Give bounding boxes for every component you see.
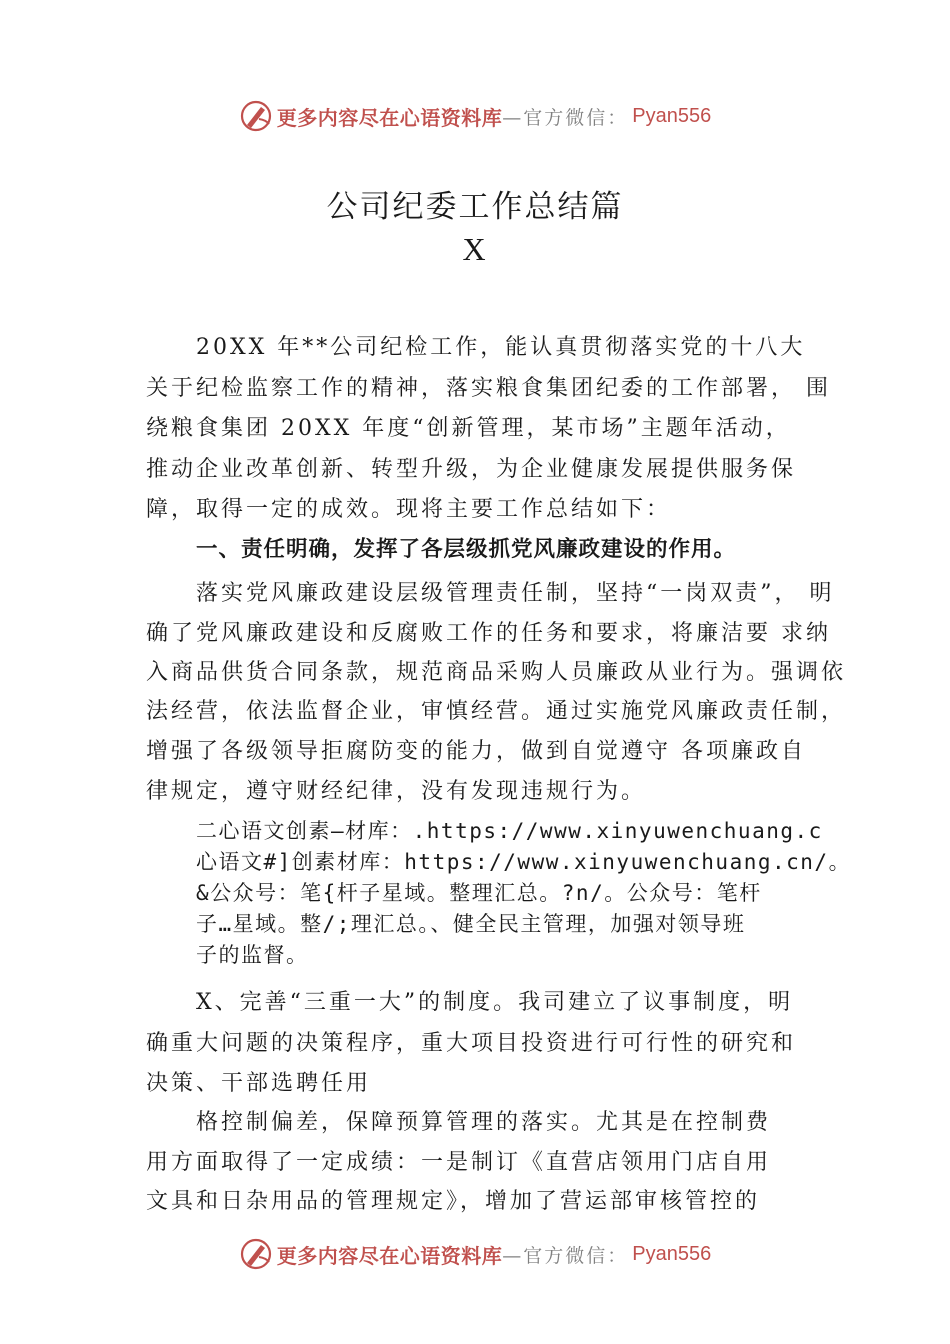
body-line: 决策、干部选聘任用 [146,1071,372,1096]
top-banner [0,96,950,136]
watermark-line: &公众号：笔{杆子星域。整理汇总。?n/。公众号：笔杆 [196,881,762,905]
body-line: 用方面取得了一定成绩：一是制订《直营店领用门店自用 [146,1150,772,1175]
body-line: 确了党风廉政建设和反腐败工作的任务和要求，将廉洁要 求纳 [146,621,831,646]
watermark-line: 心语文#]创素材库：https://www.xinyuwenchuang.cn/。 [196,850,852,874]
body-line: 关于纪检监察工作的精神，落实粮食集团纪委的工作部署， 围 [146,376,831,401]
body-line: 律规定，遵守财经纪律，没有发现违规行为。 [146,779,647,804]
banner-wechat-id: Pyan556 [632,1242,712,1265]
body-line: 推动企业改革创新、转型升级，为企业健康发展提供服务保 [146,457,797,482]
body-line: 文具和日杂用品的管理规定》，增加了营运部审核管控的 [146,1189,761,1214]
body-line: 确重大问题的决策程序，重大项目投资进行可行性的研究和 [146,1031,797,1056]
body-line: 落实党风廉政建设层级管理责任制，坚持“一岗双责”， 明 [196,581,835,606]
section-heading: 一、责任明确，发挥了各层级抓党风廉政建设的作用。 [196,537,737,562]
watermark-line: 子…星域。整/;理汇总。、健全民主管理，加强对领导班 [196,912,746,936]
body-line: 入商品供货合同条款，规范商品采购人员廉政从业行为。强调依 [146,660,847,685]
title-suffix: X [462,231,488,267]
title-text: 公司纪委工作总结篇 [326,189,624,225]
pen-logo-icon [239,1237,273,1271]
banner-wechat-label: —官方微信： [502,106,629,129]
watermark-line: 二心语文创素—材库：.https://www.xinyuwenchuang.c [196,819,823,843]
body-line: 法经营，依法监督企业，审慎经营。通过实施党风廉政责任制， [146,699,847,724]
body-line: 20XX 年**公司纪检工作，能认真贯彻落实党的十八大 [196,335,806,360]
body-line: 格控制偏差，保障预算管理的落实。尤其是在控制费 [196,1110,772,1135]
body-line: 增强了各级领导拒腐防变的能力，做到自觉遵守 各项廉政自 [146,739,806,764]
banner-wechat-id: Pyan556 [632,104,712,127]
body-line: 障，取得一定的成效。现将主要工作总结如下： [146,497,672,522]
watermark-line: 子的监督。 [196,943,309,967]
body-line: 绕粮食集团 20XX 年度“创新管理，某市场”主题年活动， [146,416,791,441]
bottom-banner [0,1234,950,1274]
banner-ad-text: 更多内容尽在心语资料库 [276,1243,503,1268]
pen-logo-icon [239,99,273,133]
document-title [0,186,950,270]
banner-ad-text: 更多内容尽在心语资料库 [276,105,503,130]
body-line: X、完善“三重一大”的制度。我司建立了议事制度，明 [196,990,794,1015]
banner-wechat-label: —官方微信： [502,1244,629,1267]
